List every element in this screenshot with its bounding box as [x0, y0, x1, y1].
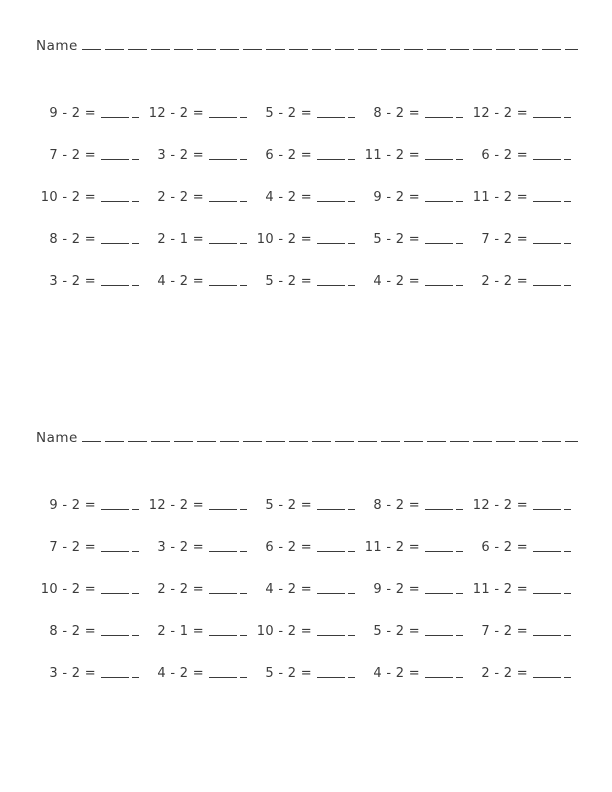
answer-blank [425, 668, 463, 679]
name-row-1 [36, 36, 578, 54]
answer-blank [533, 542, 571, 553]
problem [256, 666, 364, 681]
problem-text: 8 - 2 = [49, 231, 96, 247]
problem-text: 4 - 2 = [373, 665, 420, 681]
problem-text: 4 - 2 = [157, 273, 204, 289]
problem-text: 8 - 2 = [49, 623, 96, 639]
answer-blank [533, 108, 571, 119]
problem [472, 232, 580, 247]
problem-text: 11 - 2 = [364, 147, 420, 163]
answer-blank [533, 668, 571, 679]
name-label: Name [36, 430, 78, 446]
problem [364, 274, 472, 289]
problem [148, 232, 256, 247]
problem [148, 190, 256, 205]
problem [364, 148, 472, 163]
answer-blank [317, 542, 355, 553]
problem [364, 540, 472, 555]
problem [472, 666, 580, 681]
problem [256, 274, 364, 289]
problem [40, 232, 148, 247]
problem-text: 11 - 2 = [472, 189, 528, 205]
answer-blank [209, 108, 247, 119]
answer-blank [101, 276, 139, 287]
problems-grid-1 [40, 92, 584, 302]
problem [148, 498, 256, 513]
problem [40, 498, 148, 513]
problem-text: 4 - 2 = [265, 189, 312, 205]
problem [472, 540, 580, 555]
problem-text: 5 - 2 = [373, 623, 420, 639]
problem [472, 582, 580, 597]
problem [40, 582, 148, 597]
problem [364, 624, 472, 639]
answer-blank [533, 584, 571, 595]
answer-blank [101, 542, 139, 553]
answer-blank [209, 668, 247, 679]
answer-blank [533, 500, 571, 511]
answer-blank [101, 192, 139, 203]
problem-text: 6 - 2 = [265, 147, 312, 163]
answer-blank [425, 108, 463, 119]
problem-text: 10 - 2 = [40, 189, 96, 205]
problem-text: 4 - 2 = [265, 581, 312, 597]
problem-text: 5 - 2 = [373, 231, 420, 247]
answer-blank [209, 276, 247, 287]
problem-text: 7 - 2 = [481, 623, 528, 639]
problem-text: 6 - 2 = [481, 147, 528, 163]
problem [148, 540, 256, 555]
problem-text: 12 - 2 = [472, 105, 528, 121]
problem [472, 498, 580, 513]
problem [148, 106, 256, 121]
problem-text: 7 - 2 = [49, 147, 96, 163]
answer-blank [317, 150, 355, 161]
problem [256, 190, 364, 205]
answer-blank [209, 192, 247, 203]
answer-blank [425, 150, 463, 161]
problem [364, 582, 472, 597]
problem-text: 5 - 2 = [265, 665, 312, 681]
answer-blank [425, 234, 463, 245]
problem [364, 666, 472, 681]
problem-text: 5 - 2 = [265, 497, 312, 513]
problems-grid-2 [40, 484, 584, 694]
problem [148, 624, 256, 639]
problem-text: 9 - 2 = [49, 497, 96, 513]
problem [40, 190, 148, 205]
answer-blank [209, 500, 247, 511]
problem-text: 8 - 2 = [373, 105, 420, 121]
problem-text: 3 - 2 = [157, 539, 204, 555]
name-blank-line [82, 36, 578, 50]
answer-blank [209, 234, 247, 245]
problem [40, 540, 148, 555]
problem [256, 540, 364, 555]
problem-text: 3 - 2 = [157, 147, 204, 163]
answer-blank [209, 542, 247, 553]
problem-text: 2 - 2 = [481, 273, 528, 289]
problem-text: 2 - 1 = [157, 231, 204, 247]
problem-text: 2 - 2 = [157, 581, 204, 597]
problem-text: 2 - 2 = [157, 189, 204, 205]
problem-text: 5 - 2 = [265, 105, 312, 121]
answer-blank [533, 234, 571, 245]
problem-text: 3 - 2 = [49, 273, 96, 289]
problem-text: 9 - 2 = [373, 581, 420, 597]
problem-text: 12 - 2 = [472, 497, 528, 513]
problem-text: 12 - 2 = [148, 497, 204, 513]
answer-blank [101, 108, 139, 119]
problem-text: 10 - 2 = [256, 623, 312, 639]
answer-blank [425, 542, 463, 553]
problem [148, 582, 256, 597]
problem [256, 624, 364, 639]
answer-blank [101, 500, 139, 511]
problem [40, 274, 148, 289]
answer-blank [533, 276, 571, 287]
answer-blank [425, 276, 463, 287]
answer-blank [101, 150, 139, 161]
answer-blank [425, 192, 463, 203]
problem-text: 4 - 2 = [373, 273, 420, 289]
problem-text: 11 - 2 = [472, 581, 528, 597]
problem [364, 232, 472, 247]
problem-text: 3 - 2 = [49, 665, 96, 681]
answer-blank [317, 626, 355, 637]
problem-text: 4 - 2 = [157, 665, 204, 681]
problem [40, 666, 148, 681]
problem [472, 106, 580, 121]
problem [148, 274, 256, 289]
answer-blank [317, 668, 355, 679]
problem-text: 2 - 2 = [481, 665, 528, 681]
name-blank-line [82, 428, 578, 442]
problem-text: 9 - 2 = [49, 105, 96, 121]
problem [40, 106, 148, 121]
problem [364, 190, 472, 205]
problem [40, 624, 148, 639]
problem [364, 498, 472, 513]
problem-text: 6 - 2 = [481, 539, 528, 555]
name-label: Name [36, 38, 78, 54]
problem [472, 624, 580, 639]
answer-blank [101, 626, 139, 637]
problem [472, 190, 580, 205]
problem-text: 12 - 2 = [148, 105, 204, 121]
problem-text: 10 - 2 = [256, 231, 312, 247]
answer-blank [101, 668, 139, 679]
problem [256, 498, 364, 513]
answer-blank [317, 234, 355, 245]
problem [472, 148, 580, 163]
answer-blank [533, 150, 571, 161]
problem [472, 274, 580, 289]
problem [364, 106, 472, 121]
answer-blank [425, 500, 463, 511]
problem [148, 148, 256, 163]
problem [148, 666, 256, 681]
problem-text: 6 - 2 = [265, 539, 312, 555]
answer-blank [209, 626, 247, 637]
answer-blank [533, 192, 571, 203]
answer-blank [317, 584, 355, 595]
answer-blank [209, 150, 247, 161]
problem [256, 232, 364, 247]
problem-text: 10 - 2 = [40, 581, 96, 597]
answer-blank [101, 234, 139, 245]
problem-text: 7 - 2 = [481, 231, 528, 247]
problem [256, 148, 364, 163]
answer-blank [101, 584, 139, 595]
answer-blank [317, 500, 355, 511]
answer-blank [425, 584, 463, 595]
answer-blank [209, 584, 247, 595]
problem [256, 582, 364, 597]
answer-blank [425, 626, 463, 637]
problem-text: 2 - 1 = [157, 623, 204, 639]
problem-text: 5 - 2 = [265, 273, 312, 289]
answer-blank [533, 626, 571, 637]
problem-text: 11 - 2 = [364, 539, 420, 555]
problem [40, 148, 148, 163]
problem-text: 8 - 2 = [373, 497, 420, 513]
problem [256, 106, 364, 121]
name-row-2 [36, 428, 578, 446]
problem-text: 7 - 2 = [49, 539, 96, 555]
answer-blank [317, 276, 355, 287]
answer-blank [317, 108, 355, 119]
answer-blank [317, 192, 355, 203]
problem-text: 9 - 2 = [373, 189, 420, 205]
